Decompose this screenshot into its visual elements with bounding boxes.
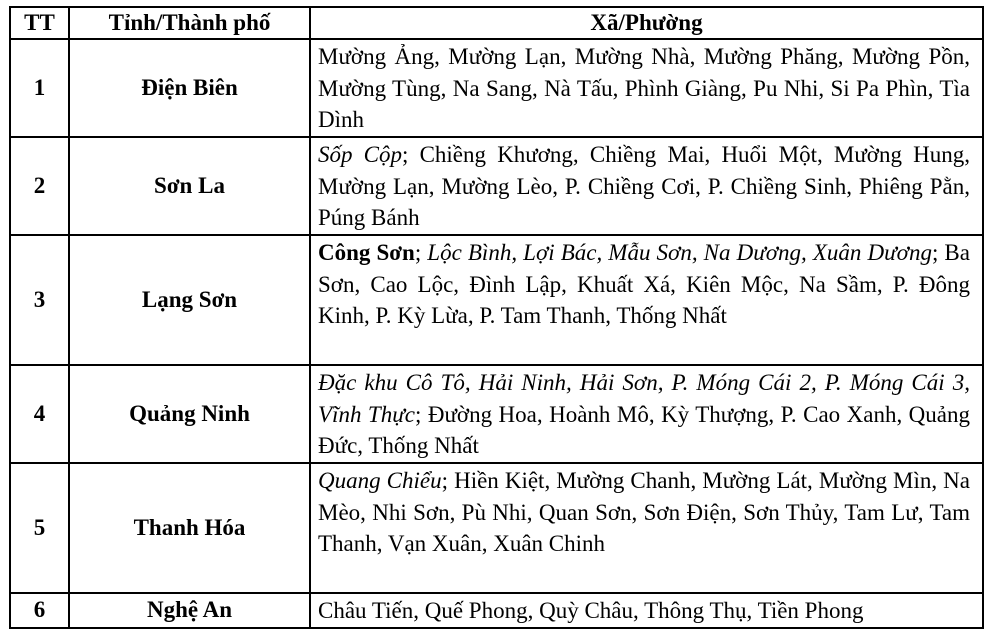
ward-names-italic: Đặc khu Cô Tô, Hải Ninh, Hải Sơn, P. Móng Cái 2, P. Móng Cái 3, Vĩnh Thực [318,370,970,427]
ward-names: ; Ba Sơn, Cao Lộc, Đình Lập, Khuất Xá, Kiên Mộc, Na Sầm, P. Đông Kinh, P. Kỳ Lừa, P. Tam Thanh, Thống Nhất [318,240,970,328]
table-row [10,593,983,628]
table-row [10,365,983,463]
row-number: 5 [10,463,69,593]
province-wards-table [9,6,984,629]
wards-list [310,39,983,137]
province-name: Lạng Sơn [69,235,310,365]
ward-names: Mường Ảng, Mường Lạn, Mường Nhà, Mường Phăng, Mường Pồn, Mường Tùng, Na Sang, Nà Tấu, Phình Giàng, Pu Nhi, Si Pa Phìn, Tìa Dình [318,44,970,132]
province-name: Nghệ An [69,593,310,628]
province-name: Quảng Ninh [69,365,310,463]
row-number: 4 [10,365,69,463]
ward-names-italic: Sốp Cộp [318,142,403,167]
ward-names: ; [414,240,428,265]
table-row [10,137,983,235]
wards-list [310,463,983,593]
header-row [10,7,983,39]
ward-names-italic: Lộc Bình, Lợi Bác, Mẫu Sơn, Na Dương, Xuân Dương [427,240,932,265]
header-province: Tỉnh/Thành phố [69,7,310,39]
table-row [10,463,983,593]
wards-list [310,137,983,235]
wards-list [310,365,983,463]
row-number: 6 [10,593,69,628]
header-tt: TT [10,7,69,39]
table-row [10,235,983,365]
province-name: Thanh Hóa [69,463,310,593]
ward-names: Châu Tiến, Quế Phong, Quỳ Châu, Thông Thụ, Tiền Phong [318,598,864,623]
table-row [10,39,983,137]
ward-names: ; Hiền Kiệt, Mường Chanh, Mường Lát, Mường Mìn, Na Mèo, Nhi Sơn, Pù Nhi, Quan Sơn, Sơn Điện, Sơn Thủy, Tam Lư, Tam Thanh, Vạn Xuân, Xuân Chinh [318,468,970,556]
wards-list [310,235,983,365]
ward-names-italic: Quang Chiểu [318,468,442,493]
row-number: 2 [10,137,69,235]
ward-names: ; Chiềng Khương, Chiềng Mai, Huổi Một, Mường Hung, Mường Lạn, Mường Lèo, P. Chiềng Cơi, P. Chiềng Sinh, Phiêng Pằn, Púng Bánh [318,142,970,230]
wards-list [310,593,983,628]
ward-names-bold: Công Sơn [318,240,415,265]
province-name: Sơn La [69,137,310,235]
header-wards: Xã/Phường [310,7,983,39]
ward-names: ; Đường Hoa, Hoành Mô, Kỳ Thượng, P. Cao Xanh, Quảng Đức, Thống Nhất [318,401,970,458]
row-number: 3 [10,235,69,365]
row-number: 1 [10,39,69,137]
province-name: Điện Biên [69,39,310,137]
